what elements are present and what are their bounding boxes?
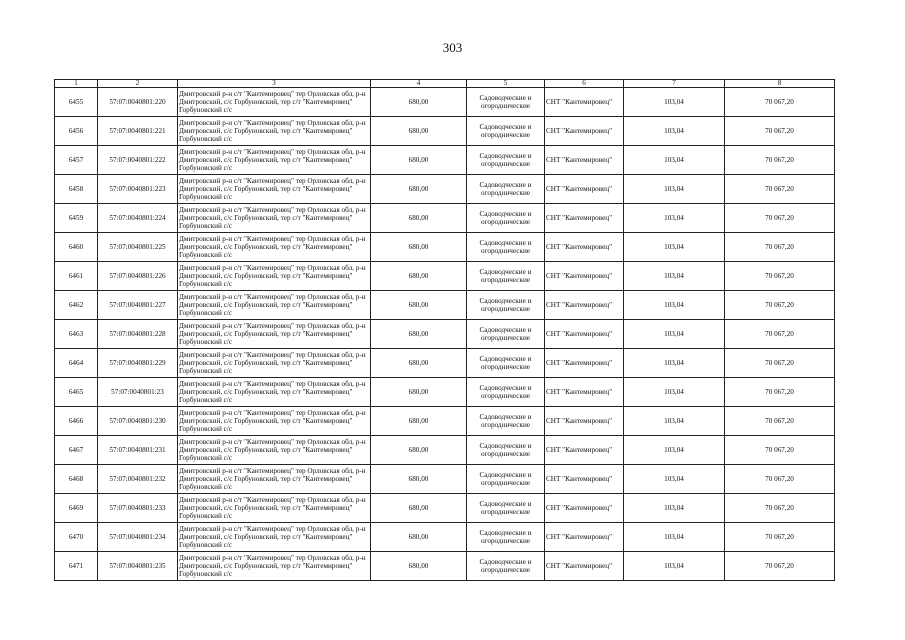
cadastral-number: 57:07:0040801:220 (98, 88, 178, 117)
address-line: Горбуновский с/с (179, 106, 233, 115)
area-value: 680,00 (371, 320, 467, 349)
area-value: 680,00 (371, 117, 467, 146)
table-row (55, 465, 835, 494)
category-line: огороднические (481, 566, 530, 574)
row-number: 6457 (55, 146, 98, 175)
land-use-category (467, 233, 545, 262)
unit-price: 103,04 (624, 436, 725, 465)
owner-name: СНТ "Кантемировец" (545, 320, 624, 349)
address-cell (178, 146, 371, 175)
address-line: Дмитровский р-н с/т "Кантемировец" тер Орловская обл, р-н (179, 350, 366, 359)
area-value: 680,00 (371, 88, 467, 117)
unit-price: 103,04 (624, 291, 725, 320)
unit-price: 103,04 (624, 320, 725, 349)
address-line: Дмитровский, с/с Горбуновский, тер с/т "Кантемировец" (179, 97, 353, 106)
address-cell (178, 320, 371, 349)
area-value: 680,00 (371, 175, 467, 204)
table-row (55, 436, 835, 465)
category-line: Садоводческие и (479, 412, 532, 421)
row-number: 6467 (55, 436, 98, 465)
cadastral-number: 57:07:0040801:231 (98, 436, 178, 465)
row-number: 6468 (55, 465, 98, 494)
table-row (55, 320, 835, 349)
unit-price: 103,04 (624, 204, 725, 233)
owner-name: СНТ "Кантемировец" (545, 552, 624, 581)
address-line: Дмитровский р-н с/т "Кантемировец" тер Орловская обл, р-н (179, 466, 366, 475)
cadastral-value: 70 067,20 (725, 175, 835, 204)
row-number: 6459 (55, 204, 98, 233)
area-value: 680,00 (371, 349, 467, 378)
owner-name: СНТ "Кантемировец" (545, 117, 624, 146)
land-use-category (467, 117, 545, 146)
address-line: Горбуновский с/с (179, 396, 233, 405)
address-line: Горбуновский с/с (179, 280, 233, 289)
address-line: Дмитровский, с/с Горбуновский, тер с/т "Кантемировец" (179, 300, 353, 309)
cadastral-number: 57:07:0040801:234 (98, 523, 178, 552)
cadastral-value: 70 067,20 (725, 494, 835, 523)
owner-name: СНТ "Кантемировец" (545, 262, 624, 291)
land-use-category (467, 320, 545, 349)
category-line: огороднические (481, 131, 530, 139)
category-line: Садоводческие и (479, 151, 532, 160)
address-cell (178, 494, 371, 523)
category-line: Садоводческие и (479, 267, 532, 276)
cadastral-number: 57:07:0040801:230 (98, 407, 178, 436)
address-line: Горбуновский с/с (179, 425, 233, 434)
category-line: Садоводческие и (479, 93, 532, 102)
cadastral-value: 70 067,20 (725, 378, 835, 407)
address-cell (178, 204, 371, 233)
area-value: 680,00 (371, 465, 467, 494)
address-line: Дмитровский, с/с Горбуновский, тер с/т "Кантемировец" (179, 358, 353, 367)
area-value: 680,00 (371, 262, 467, 291)
category-line: Садоводческие и (479, 209, 532, 218)
address-line: Горбуновский с/с (179, 454, 233, 463)
owner-name: СНТ "Кантемировец" (545, 436, 624, 465)
address-line: Горбуновский с/с (179, 135, 233, 144)
cadastral-value: 70 067,20 (725, 552, 835, 581)
row-number: 6470 (55, 523, 98, 552)
address-line: Дмитровский, с/с Горбуновский, тер с/т "Кантемировец" (179, 329, 353, 338)
area-value: 680,00 (371, 494, 467, 523)
address-line: Дмитровский р-н с/т "Кантемировец" тер Орловская обл, р-н (179, 553, 366, 562)
row-number: 6462 (55, 291, 98, 320)
address-line: Горбуновский с/с (179, 483, 233, 492)
address-line: Дмитровский, с/с Горбуновский, тер с/т "Кантемировец" (179, 503, 353, 512)
cadastral-value: 70 067,20 (725, 349, 835, 378)
cadastral-number: 57:07:0040801:223 (98, 175, 178, 204)
table-row (55, 523, 835, 552)
table-row (55, 117, 835, 146)
address-cell (178, 262, 371, 291)
cadastral-number: 57:07:0040801:228 (98, 320, 178, 349)
land-use-category (467, 88, 545, 117)
category-line: огороднические (481, 363, 530, 371)
category-line: огороднические (481, 508, 530, 516)
category-line: Садоводческие и (479, 296, 532, 305)
land-use-category (467, 552, 545, 581)
cadastral-number: 57:07:0040801:224 (98, 204, 178, 233)
column-header: 2 (98, 80, 178, 88)
land-use-category (467, 349, 545, 378)
row-number: 6455 (55, 88, 98, 117)
cadastral-number: 57:07:0040801:221 (98, 117, 178, 146)
address-line: Дмитровский, с/с Горбуновский, тер с/т "Кантемировец" (179, 387, 353, 396)
address-line: Горбуновский с/с (179, 251, 233, 260)
unit-price: 103,04 (624, 117, 725, 146)
address-line: Дмитровский р-н с/т "Кантемировец" тер Орловская обл, р-н (179, 495, 366, 504)
cadastral-number: 57:07:0040801:226 (98, 262, 178, 291)
cadastral-value: 70 067,20 (725, 523, 835, 552)
column-number-row (55, 80, 835, 88)
cadastral-value: 70 067,20 (725, 291, 835, 320)
address-line: Дмитровский р-н с/т "Кантемировец" тер Орловская обл, р-н (179, 408, 366, 417)
category-line: Садоводческие и (479, 325, 532, 334)
category-line: огороднические (481, 537, 530, 545)
category-line: Садоводческие и (479, 528, 532, 537)
category-line: огороднические (481, 421, 530, 429)
row-number: 6464 (55, 349, 98, 378)
cadastral-number: 57:07:0040801:222 (98, 146, 178, 175)
category-line: огороднические (481, 247, 530, 255)
table-row (55, 88, 835, 117)
land-use-category (467, 436, 545, 465)
category-line: Садоводческие и (479, 180, 532, 189)
area-value: 680,00 (371, 436, 467, 465)
address-line: Дмитровский, с/с Горбуновский, тер с/т "Кантемировец" (179, 532, 353, 541)
address-line: Дмитровский, с/с Горбуновский, тер с/т "Кантемировец" (179, 184, 353, 193)
address-cell (178, 233, 371, 262)
cadastral-number: 57:07:0040801:233 (98, 494, 178, 523)
address-cell (178, 552, 371, 581)
address-line: Горбуновский с/с (179, 512, 233, 521)
row-number: 6463 (55, 320, 98, 349)
area-value: 680,00 (371, 146, 467, 175)
address-line: Горбуновский с/с (179, 367, 233, 376)
cadastral-number: 57:07:0040801:227 (98, 291, 178, 320)
row-number: 6465 (55, 378, 98, 407)
cadastral-number: 57:07:0040801:232 (98, 465, 178, 494)
address-line: Дмитровский, с/с Горбуновский, тер с/т "Кантемировец" (179, 213, 353, 222)
cadastral-value: 70 067,20 (725, 117, 835, 146)
unit-price: 103,04 (624, 233, 725, 262)
cadastral-value: 70 067,20 (725, 465, 835, 494)
owner-name: СНТ "Кантемировец" (545, 146, 624, 175)
unit-price: 103,04 (624, 465, 725, 494)
cadastral-number: 57:07:0040801:229 (98, 349, 178, 378)
column-header: 5 (467, 80, 545, 88)
address-line: Горбуновский с/с (179, 309, 233, 318)
address-line: Горбуновский с/с (179, 338, 233, 347)
unit-price: 103,04 (624, 378, 725, 407)
unit-price: 103,04 (624, 349, 725, 378)
page-number: 303 (442, 40, 463, 55)
area-value: 680,00 (371, 523, 467, 552)
address-cell (178, 465, 371, 494)
area-value: 680,00 (371, 204, 467, 233)
address-line: Дмитровский р-н с/т "Кантемировец" тер Орловская обл, р-н (179, 118, 366, 127)
address-line: Горбуновский с/с (179, 193, 233, 202)
category-line: огороднические (481, 218, 530, 226)
land-use-category (467, 262, 545, 291)
area-value: 680,00 (371, 291, 467, 320)
row-number: 6460 (55, 233, 98, 262)
category-line: огороднические (481, 479, 530, 487)
column-header: 3 (178, 80, 371, 88)
land-use-category (467, 378, 545, 407)
area-value: 680,00 (371, 233, 467, 262)
address-line: Дмитровский р-н с/т "Кантемировец" тер Орловская обл, р-н (179, 176, 366, 185)
table-row (55, 233, 835, 262)
register-table (54, 79, 835, 581)
column-header: 8 (725, 80, 835, 88)
land-use-category (467, 146, 545, 175)
address-line: Дмитровский, с/с Горбуновский, тер с/т "Кантемировец" (179, 474, 353, 483)
owner-name: СНТ "Кантемировец" (545, 465, 624, 494)
table-row (55, 146, 835, 175)
address-line: Дмитровский р-н с/т "Кантемировец" тер Орловская обл, р-н (179, 524, 366, 533)
unit-price: 103,04 (624, 88, 725, 117)
address-line: Дмитровский, с/с Горбуновский, тер с/т "Кантемировец" (179, 416, 353, 425)
row-number: 6461 (55, 262, 98, 291)
address-line: Горбуновский с/с (179, 541, 233, 550)
owner-name: СНТ "Кантемировец" (545, 523, 624, 552)
category-line: Садоводческие и (479, 499, 532, 508)
address-cell (178, 407, 371, 436)
unit-price: 103,04 (624, 494, 725, 523)
address-line: Дмитровский р-н с/т "Кантемировец" тер Орловская обл, р-н (179, 205, 366, 214)
table-row (55, 291, 835, 320)
address-cell (178, 436, 371, 465)
address-line: Дмитровский р-н с/т "Кантемировец" тер Орловская обл, р-н (179, 379, 366, 388)
address-cell (178, 175, 371, 204)
land-use-category (467, 465, 545, 494)
land-use-category (467, 407, 545, 436)
unit-price: 103,04 (624, 407, 725, 436)
column-header: 1 (55, 80, 98, 88)
cadastral-value: 70 067,20 (725, 204, 835, 233)
land-use-category (467, 175, 545, 204)
table-row (55, 262, 835, 291)
category-line: огороднические (481, 450, 530, 458)
address-cell (178, 291, 371, 320)
category-line: огороднические (481, 305, 530, 313)
category-line: огороднические (481, 276, 530, 284)
unit-price: 103,04 (624, 552, 725, 581)
cadastral-number: 57:07:0040801:235 (98, 552, 178, 581)
owner-name: СНТ "Кантемировец" (545, 349, 624, 378)
unit-price: 103,04 (624, 146, 725, 175)
row-number: 6471 (55, 552, 98, 581)
category-line: Садоводческие и (479, 238, 532, 247)
column-header: 7 (624, 80, 725, 88)
owner-name: СНТ "Кантемировец" (545, 378, 624, 407)
address-cell (178, 523, 371, 552)
category-line: огороднические (481, 160, 530, 168)
address-cell (178, 117, 371, 146)
category-line: огороднические (481, 189, 530, 197)
address-line: Дмитровский р-н с/т "Кантемировец" тер Орловская обл, р-н (179, 89, 366, 98)
owner-name: СНТ "Кантемировец" (545, 233, 624, 262)
owner-name: СНТ "Кантемировец" (545, 175, 624, 204)
address-line: Дмитровский р-н с/т "Кантемировец" тер Орловская обл, р-н (179, 292, 366, 301)
table-row (55, 204, 835, 233)
land-use-category (467, 204, 545, 233)
table-row (55, 378, 835, 407)
address-line: Дмитровский р-н с/т "Кантемировец" тер Орловская обл, р-н (179, 147, 366, 156)
table-row (55, 349, 835, 378)
category-line: огороднические (481, 334, 530, 342)
address-cell (178, 88, 371, 117)
owner-name: СНТ "Кантемировец" (545, 407, 624, 436)
row-number: 6466 (55, 407, 98, 436)
land-use-category (467, 523, 545, 552)
owner-name: СНТ "Кантемировец" (545, 88, 624, 117)
unit-price: 103,04 (624, 523, 725, 552)
row-number: 6469 (55, 494, 98, 523)
land-use-category (467, 291, 545, 320)
address-line: Дмитровский, с/с Горбуновский, тер с/т "Кантемировец" (179, 271, 353, 280)
address-cell (178, 378, 371, 407)
address-line: Горбуновский с/с (179, 570, 233, 579)
row-number: 6456 (55, 117, 98, 146)
cadastral-number: 57:07:0040801:23 (98, 378, 178, 407)
category-line: Садоводческие и (479, 441, 532, 450)
register-rows (55, 88, 835, 581)
category-line: Садоводческие и (479, 383, 532, 392)
area-value: 680,00 (371, 407, 467, 436)
unit-price: 103,04 (624, 175, 725, 204)
address-line: Дмитровский, с/с Горбуновский, тер с/т "Кантемировец" (179, 561, 353, 570)
address-line: Дмитровский, с/с Горбуновский, тер с/т "Кантемировец" (179, 445, 353, 454)
category-line: огороднические (481, 392, 530, 400)
address-line: Горбуновский с/с (179, 222, 233, 231)
address-line: Дмитровский, с/с Горбуновский, тер с/т "Кантемировец" (179, 155, 353, 164)
table-row (55, 552, 835, 581)
address-line: Дмитровский р-н с/т "Кантемировец" тер Орловская обл, р-н (179, 437, 366, 446)
land-use-category (467, 494, 545, 523)
address-line: Дмитровский, с/с Горбуновский, тер с/т "Кантемировец" (179, 126, 353, 135)
address-line: Дмитровский р-н с/т "Кантемировец" тер Орловская обл, р-н (179, 263, 366, 272)
address-line: Дмитровский р-н с/т "Кантемировец" тер Орловская обл, р-н (179, 234, 366, 243)
address-line: Дмитровский, с/с Горбуновский, тер с/т "Кантемировец" (179, 242, 353, 251)
column-header: 4 (371, 80, 467, 88)
category-line: Садоводческие и (479, 470, 532, 479)
cadastral-value: 70 067,20 (725, 436, 835, 465)
address-cell (178, 349, 371, 378)
category-line: огороднические (481, 102, 530, 110)
unit-price: 103,04 (624, 262, 725, 291)
cadastral-value: 70 067,20 (725, 233, 835, 262)
table-row (55, 175, 835, 204)
cadastral-value: 70 067,20 (725, 88, 835, 117)
address-line: Горбуновский с/с (179, 164, 233, 173)
row-number: 6458 (55, 175, 98, 204)
cadastral-number: 57:07:0040801:225 (98, 233, 178, 262)
address-line: Дмитровский р-н с/т "Кантемировец" тер Орловская обл, р-н (179, 321, 366, 330)
owner-name: СНТ "Кантемировец" (545, 291, 624, 320)
category-line: Садоводческие и (479, 354, 532, 363)
owner-name: СНТ "Кантемировец" (545, 494, 624, 523)
cadastral-value: 70 067,20 (725, 146, 835, 175)
cadastral-value: 70 067,20 (725, 407, 835, 436)
cadastral-value: 70 067,20 (725, 262, 835, 291)
column-header: 6 (545, 80, 624, 88)
cadastral-value: 70 067,20 (725, 320, 835, 349)
category-line: Садоводческие и (479, 557, 532, 566)
area-value: 680,00 (371, 378, 467, 407)
category-line: Садоводческие и (479, 122, 532, 131)
owner-name: СНТ "Кантемировец" (545, 204, 624, 233)
table-row (55, 407, 835, 436)
table-row (55, 494, 835, 523)
area-value: 680,00 (371, 552, 467, 581)
